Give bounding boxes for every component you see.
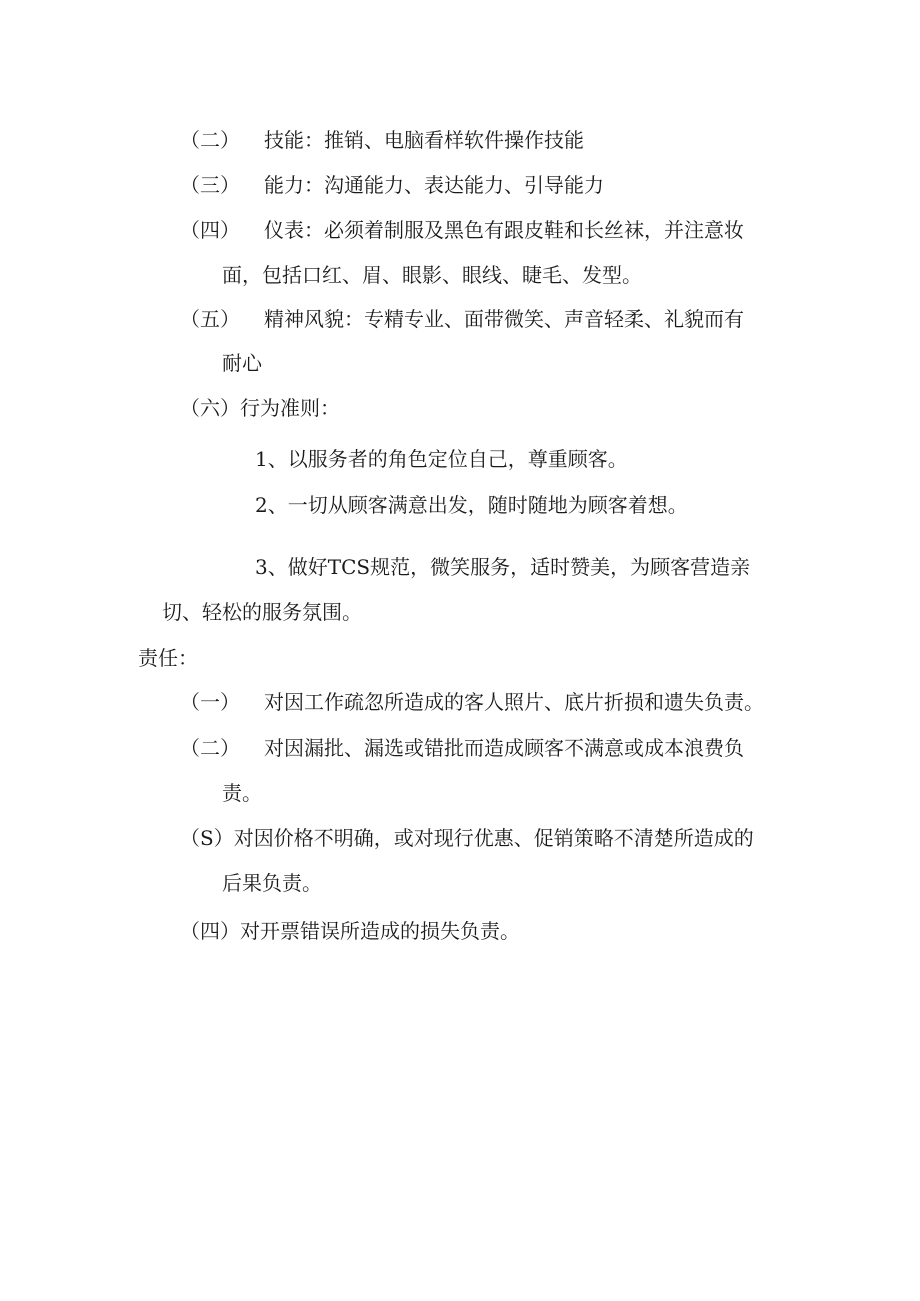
responsibility-item-3-continuation: 后果负责。 <box>222 871 322 895</box>
appearance-line <box>180 216 744 244</box>
appearance-text: 仪表：必须着制服及黑色有跟皮鞋和长丝袜，并注意妆 <box>264 218 744 242</box>
appearance-continuation: 面，包括口红、眉、眼影、眼线、睫毛、发型。 <box>222 263 642 287</box>
conduct-heading: （六）行为准则： <box>180 396 340 420</box>
item-marker: （四） <box>180 218 240 242</box>
responsibility-item-1 <box>180 688 764 716</box>
skills-text: 技能：推销、电脑看样软件操作技能 <box>264 128 584 152</box>
conduct-rule-2: 2、一切从顾客满意出发，随时随地为顾客着想。 <box>255 493 688 517</box>
spirit-continuation: 耐心 <box>222 351 262 375</box>
item-marker: （一） <box>180 690 240 714</box>
item-marker: （二） <box>180 128 240 152</box>
responsibility-item-2 <box>180 734 744 762</box>
spirit-line <box>180 305 744 333</box>
ability-line <box>180 171 604 199</box>
responsibility-item-2-text: 对因漏批、漏选或错批而造成顾客不满意或成本浪费负 <box>264 736 744 760</box>
responsibility-item-3: （S）对因价格不明确，或对现行优惠、促销策略不清楚所造成的 <box>180 826 754 850</box>
item-marker: （二） <box>180 736 240 760</box>
skills-line <box>180 126 584 154</box>
conduct-rule-1: 1、以服务者的角色定位自己，尊重顾客。 <box>255 447 628 471</box>
conduct-rule-3-continuation: 切、轻松的服务氛围。 <box>162 600 362 624</box>
item-marker: （三） <box>180 173 240 197</box>
responsibility-item-2-continuation: 责。 <box>222 781 262 805</box>
item-marker: （五） <box>180 307 240 331</box>
conduct-rule-3: 3、做好TCS规范，微笑服务，适时赞美，为顾客营造亲 <box>255 555 751 579</box>
ability-text: 能力：沟通能力、表达能力、引导能力 <box>264 173 604 197</box>
responsibility-item-1-text: 对因工作疏忽所造成的客人照片、底片折损和遗失负责。 <box>264 690 764 714</box>
responsibility-item-4: （四）对开票错误所造成的损失负责。 <box>180 919 520 943</box>
spirit-text: 精神风貌：专精专业、面带微笑、声音轻柔、礼貌而有 <box>264 307 744 331</box>
responsibility-heading: 责任： <box>138 646 198 670</box>
